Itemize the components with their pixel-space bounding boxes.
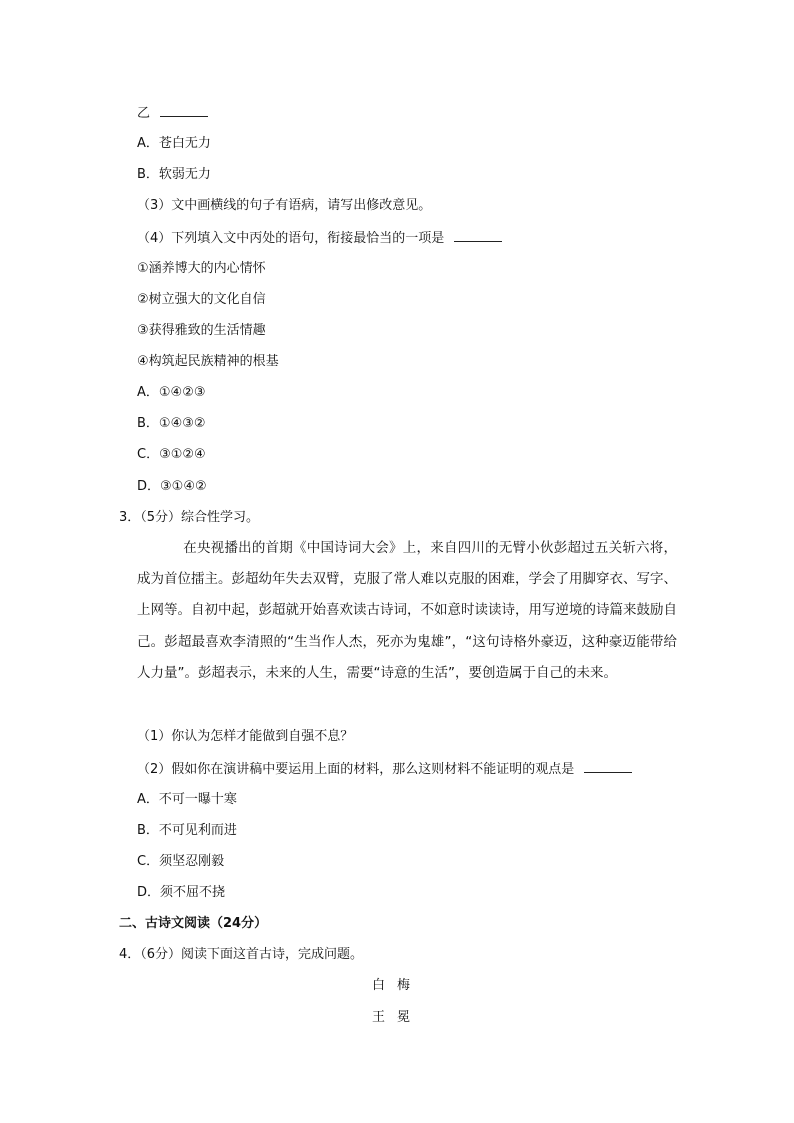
answer-blank[interactable]	[454, 229, 502, 242]
question-2-4-text: （4）下列填入文中丙处的语句，衔接最恰当的一项是	[137, 231, 445, 246]
option-d: D．③①④②	[137, 479, 207, 494]
passage-text: 在央视播出的首期《中国诗词大会》上，来自四川的无臂小伙彭超过五关斩六将，成为首位擂主。彭超幼年失去双臂，克服了常人难以克服的困难，学会了用脚穿衣、写字、上网等。自初中起，彭超就开始喜欢读古诗词，不如意时读读诗，用写逆境的诗篇来鼓励自己。彭超最喜欢李清照的“生当作人杰，死亦为鬼雄”，“这句诗格外豪迈，这种豪迈能带给人力量”。彭超表示，未来的人生，需要“诗意的生活”，要创造属于自己的未来。	[137, 540, 677, 681]
question-3-1: （1）你认为怎样才能做到自强不息？	[137, 729, 354, 744]
statement-1: ①涵养博大的内心情怀	[137, 261, 266, 276]
option-a: A．①④②③	[137, 385, 206, 400]
label-yi	[137, 104, 208, 123]
answer-blank[interactable]	[584, 760, 632, 773]
option-c: C．须坚忍刚毅	[137, 854, 225, 869]
statement-2: ②树立强大的文化自信	[137, 292, 266, 307]
question-3-heading: 3．（5分）综合性学习。	[119, 510, 260, 525]
question-4-heading: 4．（6分）阅读下面这首古诗，完成问题。	[119, 947, 364, 962]
question-2-4	[137, 229, 502, 248]
question-3-2	[137, 760, 632, 779]
statement-4: ④构筑起民族精神的根基	[137, 354, 279, 369]
statement-3: ③获得雅致的生活情趣	[137, 323, 266, 338]
option-a: A．苍白无力	[137, 136, 211, 151]
option-b: B．软弱无力	[137, 167, 211, 182]
option-b: B．①④③②	[137, 416, 206, 431]
option-d: D．须不屈不挠	[137, 885, 226, 900]
label-yi-text: 乙	[137, 106, 151, 121]
option-b: B．不可见利而进	[137, 823, 237, 838]
option-a: A．不可一曝十寒	[137, 792, 237, 807]
passage-paragraph	[137, 533, 677, 689]
question-3-2-text: （2）假如你在演讲稿中要运用上面的材料，那么这则材料不能证明的观点是	[137, 762, 575, 777]
section-heading: 二、古诗文阅读（24分）	[119, 916, 268, 931]
option-c: C．③①②④	[137, 447, 206, 462]
poem-author: 王冕	[371, 1010, 422, 1025]
question-2-3: （3）文中画横线的句子有语病，请写出修改意见。	[137, 198, 432, 213]
poem-title: 白梅	[371, 978, 422, 993]
answer-blank[interactable]	[160, 104, 208, 117]
